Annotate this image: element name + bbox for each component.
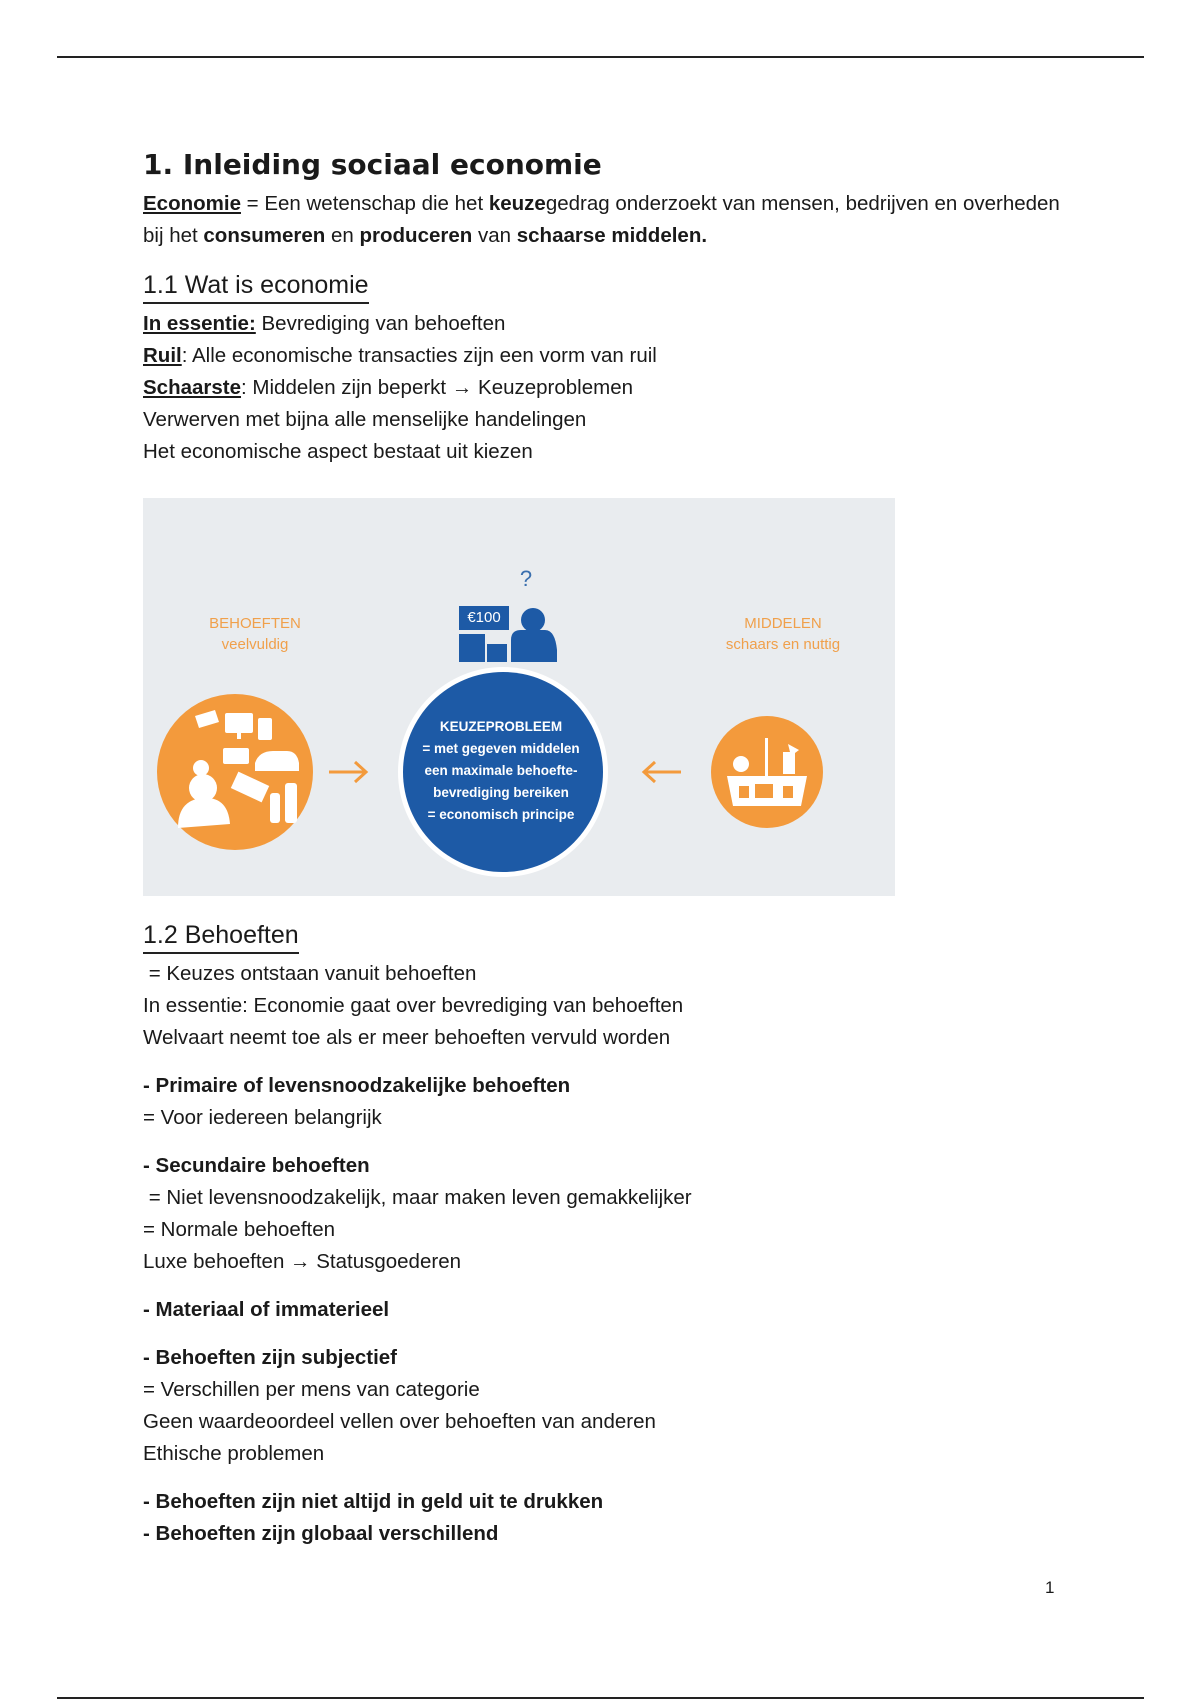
question-mark-icon: ? (519, 566, 533, 591)
definition-part: = Een wetenschap die het (240, 192, 489, 215)
center-line: = economisch principe (427, 807, 575, 822)
group-head-text: - Secundaire behoeften (143, 1154, 370, 1177)
means-label (683, 613, 883, 655)
final-line-text: - Behoeften zijn globaal verschillend (143, 1522, 499, 1545)
group-head-text: - Primaire of levensnoodzakelijke behoeften (143, 1074, 571, 1097)
center-line: = met gegeven middelen (422, 741, 580, 756)
center-line: een maximale behoefte- (424, 763, 578, 778)
definition-part: consumeren (203, 224, 326, 247)
needs-title: BEHOEFTEN (209, 615, 301, 632)
definition-part: van (472, 224, 517, 247)
section1-line (143, 372, 1083, 404)
section-title-1: 1.1 Wat is economie (143, 268, 369, 304)
section1-line (143, 340, 1083, 372)
section2-intro-line: Welvaart neemt toe als er meer behoeften vervuld worden (143, 1026, 671, 1049)
page-number: 1 (1045, 1578, 1055, 1597)
group-head-text: - Materiaal of immaterieel (143, 1298, 390, 1321)
means-title: MIDDELEN (744, 615, 822, 632)
definition-part: schaarse middelen. (516, 224, 708, 247)
needs-group-heading (143, 1150, 1083, 1182)
center-line: KEUZEPROBLEEM (439, 719, 563, 734)
definition-part: en (325, 224, 360, 247)
section-title-2: 1.2 Behoeften (143, 918, 299, 954)
section2-intro-line: = Keuzes ontstaan vanuit behoeften (143, 962, 477, 985)
section1-line (143, 308, 1083, 340)
definition-part: keuze (488, 192, 546, 215)
needs-group-heading (143, 1294, 1083, 1326)
needs-group-line: Luxe behoeften → Statusgoederen (143, 1250, 461, 1273)
line-text: : Alle economische transacties zijn een vorm van ruil (181, 344, 657, 367)
needs-group-heading (143, 1070, 1083, 1102)
right-arrow-icon (329, 762, 366, 782)
choice-problem-text (401, 716, 601, 826)
needs-group-line: = Niet levensnoodzakelijk, maar maken leven gemakkelijker (143, 1186, 692, 1209)
group-head-text: - Behoeften zijn subjectief (143, 1346, 397, 1369)
definition-term: Economie (143, 192, 241, 215)
needs-group-line: Geen waardeoordeel vellen over behoeften van anderen (143, 1410, 656, 1433)
definition-part: gedrag onderzoekt van mensen, bedrijven en overheden bij het (143, 192, 1060, 247)
final-line-text: - Behoeften zijn niet altijd in geld uit te drukken (143, 1490, 604, 1513)
line-label: Ruil (143, 344, 182, 367)
needs-label (175, 613, 335, 655)
needs-group-line: = Voor iedereen belangrijk (143, 1106, 382, 1129)
needs-group-line: Ethische problemen (143, 1442, 325, 1465)
needs-group-heading (143, 1342, 1083, 1374)
needs-group-line: = Normale behoeften (143, 1218, 336, 1241)
section1-line: Het economische aspect bestaat uit kiezen (143, 440, 533, 463)
price-tag: €100 (459, 606, 509, 630)
diagram-graphics (143, 498, 895, 896)
page-title: 1. Inleiding sociaal economie (143, 148, 602, 181)
economics-diagram (143, 498, 895, 896)
page-content (143, 148, 1083, 1550)
section2-intro-line: In essentie: Economie gaat over bevrediging van behoeften (143, 994, 684, 1017)
top-rule (57, 56, 1144, 58)
needs-final-line (143, 1486, 1083, 1518)
center-line: bevrediging bereiken (433, 785, 569, 800)
means-subtitle: schaars en nuttig (725, 636, 841, 653)
definition-part: produceren (359, 224, 473, 247)
needs-group-line: = Verschillen per mens van categorie (143, 1378, 480, 1401)
basket-slots (739, 784, 793, 798)
needs-final-line (143, 1518, 1083, 1550)
bottom-rule (57, 1697, 1144, 1699)
line-label: In essentie: (143, 312, 256, 335)
line-text: : Middelen zijn beperkt → Keuzeproblemen (241, 376, 634, 399)
needs-subtitle: veelvuldig (221, 636, 289, 653)
left-arrow-icon (644, 762, 681, 782)
line-label: Schaarste (143, 376, 242, 399)
definition-paragraph (143, 188, 1083, 252)
line-text: Bevrediging van behoeften (255, 312, 506, 335)
section1-line: Verwerven met bijna alle menselijke handelingen (143, 408, 587, 431)
